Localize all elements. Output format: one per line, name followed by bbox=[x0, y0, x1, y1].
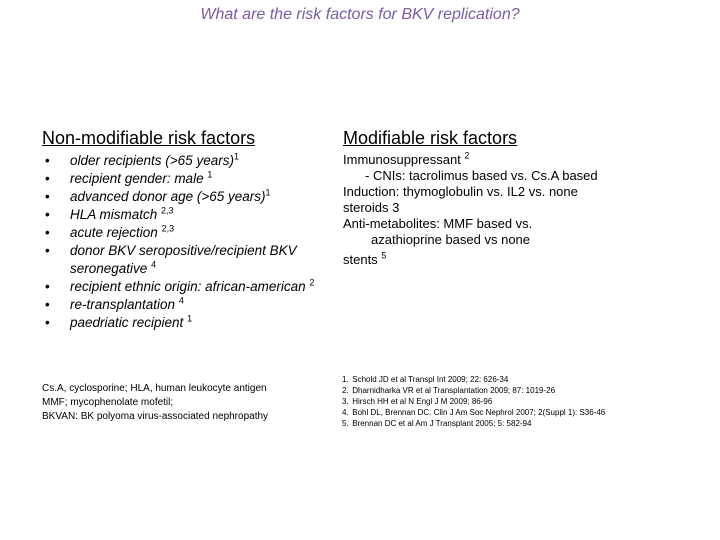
non-modifiable-list bbox=[42, 152, 334, 332]
list-item: • older recipients (>65 years)$^1$ bbox=[42, 152, 334, 170]
abbreviation-line: BKVAN: BK polyoma virus-associated nephropathy bbox=[42, 411, 269, 422]
non-modifiable-heading: Non-modifiable risk factors bbox=[42, 128, 256, 148]
list-item: • acute rejection $^{2,3}$ bbox=[42, 224, 334, 242]
reference-item: 4. Bohl DL, Brennan DC. Clin J Am Soc Nephrol 2007; 2(Suppl 1): S36-46 bbox=[342, 408, 606, 417]
list-item: • re-transplantation $^4$ bbox=[42, 296, 334, 314]
steroids-line: steroids 3 bbox=[343, 200, 400, 215]
list-item: • recipient ethnic origin: african-american $^2$ bbox=[42, 278, 334, 296]
cni-line: - CNIs: tacrolimus based vs. Cs.A based bbox=[365, 168, 598, 183]
reference-item: 3. Hirsch HH et al N Engl J M 2009; 86-96 bbox=[342, 397, 493, 406]
list-item: • HLA mismatch $^{2,3}$ bbox=[42, 206, 334, 224]
list-item: • advanced donor age (>65 years)$^1$ bbox=[42, 188, 334, 206]
modifiable-list bbox=[343, 152, 643, 268]
abbreviations bbox=[42, 382, 332, 424]
immunosuppressant-line: Immunosuppressant $^2$ bbox=[343, 150, 470, 167]
abbreviation-line: MMF; mycophenolate mofetil; bbox=[42, 397, 174, 408]
list-item: • paedriatic recipient $^1$ bbox=[42, 314, 334, 332]
induction-line: Induction: thymoglobulin vs. IL2 vs. none bbox=[343, 184, 578, 199]
reference-item: 5. Brennan DC et al Am J Transplant 2005; 5: 582-94 bbox=[342, 419, 532, 428]
references bbox=[342, 374, 662, 429]
anti-metabolites-line: Anti-metabolites: MMF based vs. bbox=[343, 216, 533, 231]
modifiable-heading: Modifiable risk factors bbox=[343, 128, 518, 148]
stents-line: stents $^5$ bbox=[343, 250, 387, 267]
slide-title: What are the risk factors for BKV replication? bbox=[200, 6, 520, 23]
list-item: • recipient gender: male $^1$ bbox=[42, 170, 334, 188]
reference-item: 2. Dharnidharka VR et al Transplantation 2009; 87: 1019-26 bbox=[342, 386, 556, 395]
anti-metabolites-line-2: azathioprine based vs none bbox=[371, 232, 531, 247]
list-item: • donor BKV seropositive/recipient BKV seronegative $^4$ bbox=[42, 242, 334, 278]
reference-item: 1. Schold JD et al Transpl Int 2009; 22: 626-34 bbox=[342, 375, 509, 384]
abbreviation-line: Cs.A, cyclosporine; HLA, human leukocyte antigen bbox=[42, 383, 267, 394]
